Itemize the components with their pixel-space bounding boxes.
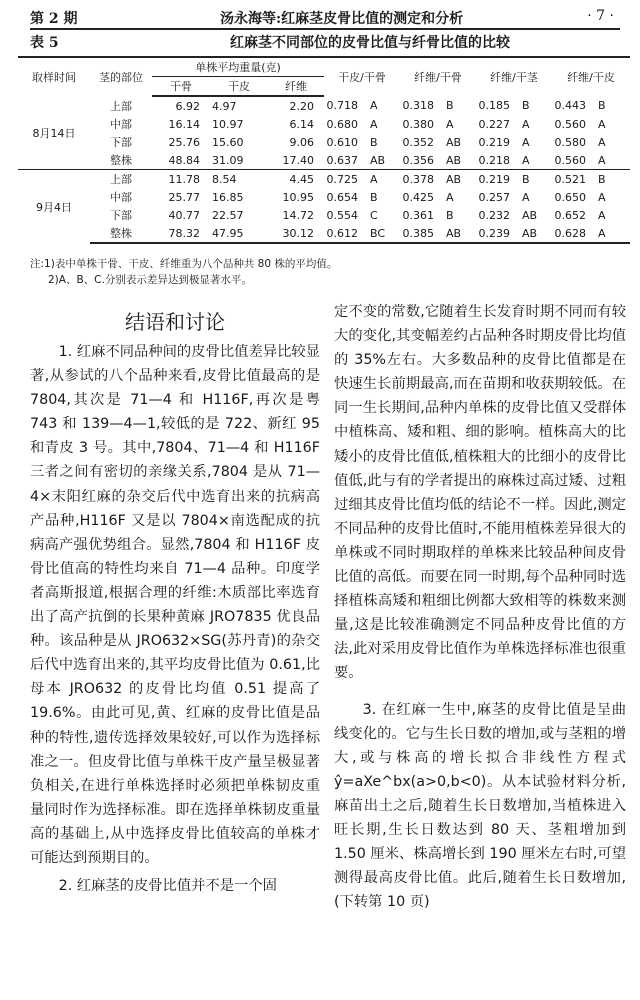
cell-bone: 25.77 — [168, 190, 200, 204]
cell-s4: B — [596, 170, 630, 189]
header-fiber-bone: 纤维/干骨 — [400, 57, 476, 96]
cell-skin: 8.54 — [210, 170, 268, 189]
cell-r2: 0.352 — [402, 135, 434, 149]
right-column — [334, 300, 626, 914]
cell-s1: AB — [370, 153, 386, 167]
cell-part: 整株 — [90, 224, 152, 243]
cell-r4: 0.560 — [554, 117, 586, 131]
cell-s4: B — [598, 99, 606, 112]
header-avg-weight: 单株平均重量(克) — [152, 57, 324, 77]
table-row — [18, 151, 630, 170]
cell-r3: 0.257 — [478, 190, 510, 204]
issue-number: 第 2 期 — [30, 11, 78, 27]
cell-fiber: 10.95 — [282, 190, 314, 204]
header-time: 取样时间 — [18, 57, 90, 96]
table-label: 表 5 — [30, 35, 59, 51]
cell-part: 中部 — [110, 191, 132, 204]
cell-s3: A — [522, 153, 530, 167]
cell-r1: 0.680 — [326, 117, 358, 131]
cell-r1: 0.637 — [326, 153, 358, 167]
table-row — [18, 206, 630, 224]
cell-s4: A — [596, 224, 630, 243]
cell-s4: A — [598, 190, 606, 204]
cell-skin: 4.97 — [212, 99, 237, 113]
cell-s1: B — [370, 135, 378, 149]
cell-s3: AB — [522, 208, 538, 222]
cell-r2: 0.380 — [402, 117, 434, 131]
cell-s2: B — [446, 99, 454, 112]
paragraph-3: 3. 在红麻一生中,麻茎的皮骨比值是呈曲线变化的。它与生长日数的增加,或与茎粗的增大,或与株高的增长拟合非线性方程式 ŷ=aXe^bx(a>0,b<0)。从本试验材料分析,麻苗出土之后,随着生长日数增加,当植株进入旺长期,生长日数达到 80 天、茎粗增加到 1.50 厘米、株高增长到 190 厘米左右时,可望测得最高皮骨比值。此后,随着生长日数增加,(下转第 10 页) — [334, 701, 626, 911]
cell-skin: 31.09 — [212, 153, 244, 167]
section-heading: 结语和讨论 — [125, 310, 225, 334]
cell-s4: A — [598, 153, 606, 167]
cell-s1: A — [370, 99, 378, 112]
cell-fiber: 9.06 — [289, 135, 314, 149]
cell-r4: 0.580 — [554, 135, 586, 149]
cell-r4: 0.652 — [554, 208, 586, 222]
cell-bone: 6.92 — [175, 99, 200, 113]
date-cell: 9月4日 — [18, 170, 90, 244]
table-row — [18, 224, 630, 243]
header-fiber: 纤维 — [268, 77, 324, 97]
cell-r1: 0.654 — [326, 190, 358, 204]
header-fiber-skin: 纤维/干皮 — [552, 57, 630, 96]
cell-s1: C — [370, 208, 378, 222]
cell-s1: A — [368, 170, 400, 189]
cell-skin: 16.85 — [212, 190, 244, 204]
data-table — [18, 56, 630, 244]
cell-r2: 0.361 — [402, 208, 434, 222]
header-part: 茎的部位 — [90, 57, 152, 96]
cell-r3: 0.232 — [478, 208, 510, 222]
cell-r1: 0.610 — [326, 135, 358, 149]
running-header — [30, 6, 620, 30]
table-caption — [30, 32, 620, 52]
cell-s4: A — [598, 117, 606, 131]
header-bone: 干骨 — [152, 77, 210, 97]
cell-part: 下部 — [110, 209, 132, 222]
table-note-2: 2)A、B、C.分别表示差异达到极显著水平。 — [48, 274, 252, 286]
cell-r1: 0.725 — [324, 170, 368, 189]
cell-s1: B — [370, 190, 378, 204]
left-column — [30, 340, 320, 898]
cell-bone: 40.77 — [168, 208, 200, 222]
cell-part: 整株 — [110, 154, 132, 167]
cell-skin: 15.60 — [212, 135, 244, 149]
cell-s3: B — [520, 170, 552, 189]
cell-r1: 0.554 — [326, 208, 358, 222]
cell-s1: BC — [368, 224, 400, 243]
cell-r3: 0.185 — [478, 99, 510, 112]
cell-r2: 0.425 — [402, 190, 434, 204]
running-title: 汤永海等:红麻茎皮骨比值的测定和分析 — [220, 11, 464, 27]
cell-s3: A — [522, 117, 530, 131]
cell-s1: A — [370, 117, 378, 131]
cell-bone: 11.78 — [152, 170, 210, 189]
table-row — [18, 188, 630, 206]
table-row — [18, 170, 630, 189]
table-row — [18, 115, 630, 133]
cell-r1: 0.718 — [326, 99, 358, 112]
cell-r1: 0.612 — [324, 224, 368, 243]
paragraph-1: 1. 红麻不同品种间的皮骨比值差异比较显著,从参试的八个品种来看,皮骨比值最高的是 7804,其次是 71—4 和 H116F,再次是粤 743 和 139—4—1,较低的是 722、新红 95 和青皮 3 号。其中,7804、71—4 和 H116F 三者之间有密切的亲缘关系,7804 是从 71—4×末阳红麻的杂交后代中选育出来的抗病高产品种,H116F 又是以 7804×南选配成的抗病高产强优势组合。显然,7804 和 H116F 皮骨比值高的特性均来自 71—4 品种。印度学者高斯报道,根据合理的纤维:木质部比率选育出了高产抗倒的长果种黄麻 JRO7835 优良品种。该品种是从 JRO632×SG(苏丹青)的杂交后代中选育出来的,其平均皮骨比值为 0.61,比母本 JRO632 的皮骨比均值 0.51 提高了 19.6%。由此可见,黄、红麻的皮骨比值是品种的特性,遗传选择效果较好,可以作为选择标准之一。但皮骨比值与单株干皮产量呈极显著负相关,在进行单株选择时必须把单株韧皮重量同时作为选择标准。即在选择单株韧皮重量高的基础上,从中选择皮骨比值较高的单株才可能达到预期目的。 — [30, 344, 320, 866]
cell-skin: 22.57 — [212, 208, 244, 222]
cell-r2: 0.385 — [400, 224, 444, 243]
cell-r4: 0.650 — [554, 190, 586, 204]
cell-r3: 0.227 — [478, 117, 510, 131]
cell-s2: AB — [446, 135, 462, 149]
cell-part: 上部 — [90, 170, 152, 189]
table-note-1: 注:1)表中单株干骨、干皮、纤维重为八个品种共 80 株的平均值。 — [30, 258, 338, 270]
cell-part: 中部 — [110, 118, 132, 131]
cell-s2: AB — [446, 153, 462, 167]
cell-s2: AB — [444, 170, 476, 189]
header-skin: 干皮 — [210, 77, 268, 97]
page-number: · 7 · — [587, 8, 614, 24]
cell-r2: 0.378 — [400, 170, 444, 189]
cell-skin: 47.95 — [210, 224, 268, 243]
cell-r3: 0.219 — [478, 135, 510, 149]
cell-bone: 48.84 — [168, 153, 200, 167]
cell-s2: AB — [444, 224, 476, 243]
cell-r3: 0.239 — [476, 224, 520, 243]
cell-s3: B — [522, 99, 530, 112]
table-row — [18, 133, 630, 151]
paragraph-2-start: 2. 红麻茎的皮骨比值并不是一个固 — [58, 878, 277, 895]
table-title: 红麻茎不同部位的皮骨比值与纤骨比值的比较 — [230, 35, 510, 51]
cell-r2: 0.356 — [402, 153, 434, 167]
cell-r3: 0.218 — [478, 153, 510, 167]
cell-fiber: 2.20 — [289, 99, 314, 113]
cell-r4: 0.443 — [554, 99, 586, 112]
cell-fiber: 4.45 — [268, 170, 324, 189]
header-skin-bone: 干皮/干骨 — [324, 57, 400, 96]
cell-fiber: 6.14 — [289, 117, 314, 131]
cell-r2: 0.318 — [402, 99, 434, 112]
cell-fiber: 30.12 — [268, 224, 324, 243]
cell-bone: 16.14 — [168, 117, 200, 131]
cell-part: 上部 — [110, 99, 132, 113]
cell-skin: 10.97 — [212, 117, 244, 131]
cell-r4: 0.560 — [554, 153, 586, 167]
cell-s2: B — [446, 208, 454, 222]
cell-s3: AB — [520, 224, 552, 243]
cell-fiber: 14.72 — [282, 208, 314, 222]
cell-fiber: 17.40 — [282, 153, 314, 167]
cell-r4: 0.628 — [552, 224, 596, 243]
cell-s3: A — [522, 135, 530, 149]
header-fiber-stem: 纤维/干茎 — [476, 57, 552, 96]
cell-s2: A — [446, 190, 454, 204]
cell-s4: A — [598, 135, 606, 149]
cell-s4: A — [598, 208, 606, 222]
paragraph-2-cont: 定不变的常数,它随着生长发育时期不同而有较大的变化,其变幅差约占品种各时期皮骨比均值的 35%左右。大多数品种的皮骨比值都是在快速生长前期最高,而在苗期和收获期较低。在同一生长期间,品种内单株的皮骨比值又受群体中植株高、矮和粗、细的影响。植株高大的比矮小的皮骨比值低,植株粗大的比细小的皮骨比值低,此与有的学者提出的麻株过高过矮、过粗过细其皮骨比值均低的结论不一样。因此,测定不同品种的皮骨比值时,不能用植株差异很大的单株或不同时期取样的单株来比较品种间皮骨比值的高低。而要在同一时期,每个品种同时选择植株高矮和粗细比例都大致相等的株数来测量,这是比较准确测定不同品种皮骨比值的方法,此对采用皮骨比值作为单株选择标准也很重要。 — [334, 304, 626, 682]
table-row — [18, 96, 630, 115]
cell-s2: A — [446, 117, 454, 131]
cell-bone: 25.76 — [168, 135, 200, 149]
cell-s3: A — [522, 190, 530, 204]
cell-bone: 78.32 — [152, 224, 210, 243]
cell-part: 下部 — [110, 136, 132, 149]
header-row-1 — [18, 57, 630, 77]
cell-r3: 0.219 — [476, 170, 520, 189]
cell-r4: 0.521 — [552, 170, 596, 189]
date-cell: 8月14日 — [32, 126, 76, 140]
